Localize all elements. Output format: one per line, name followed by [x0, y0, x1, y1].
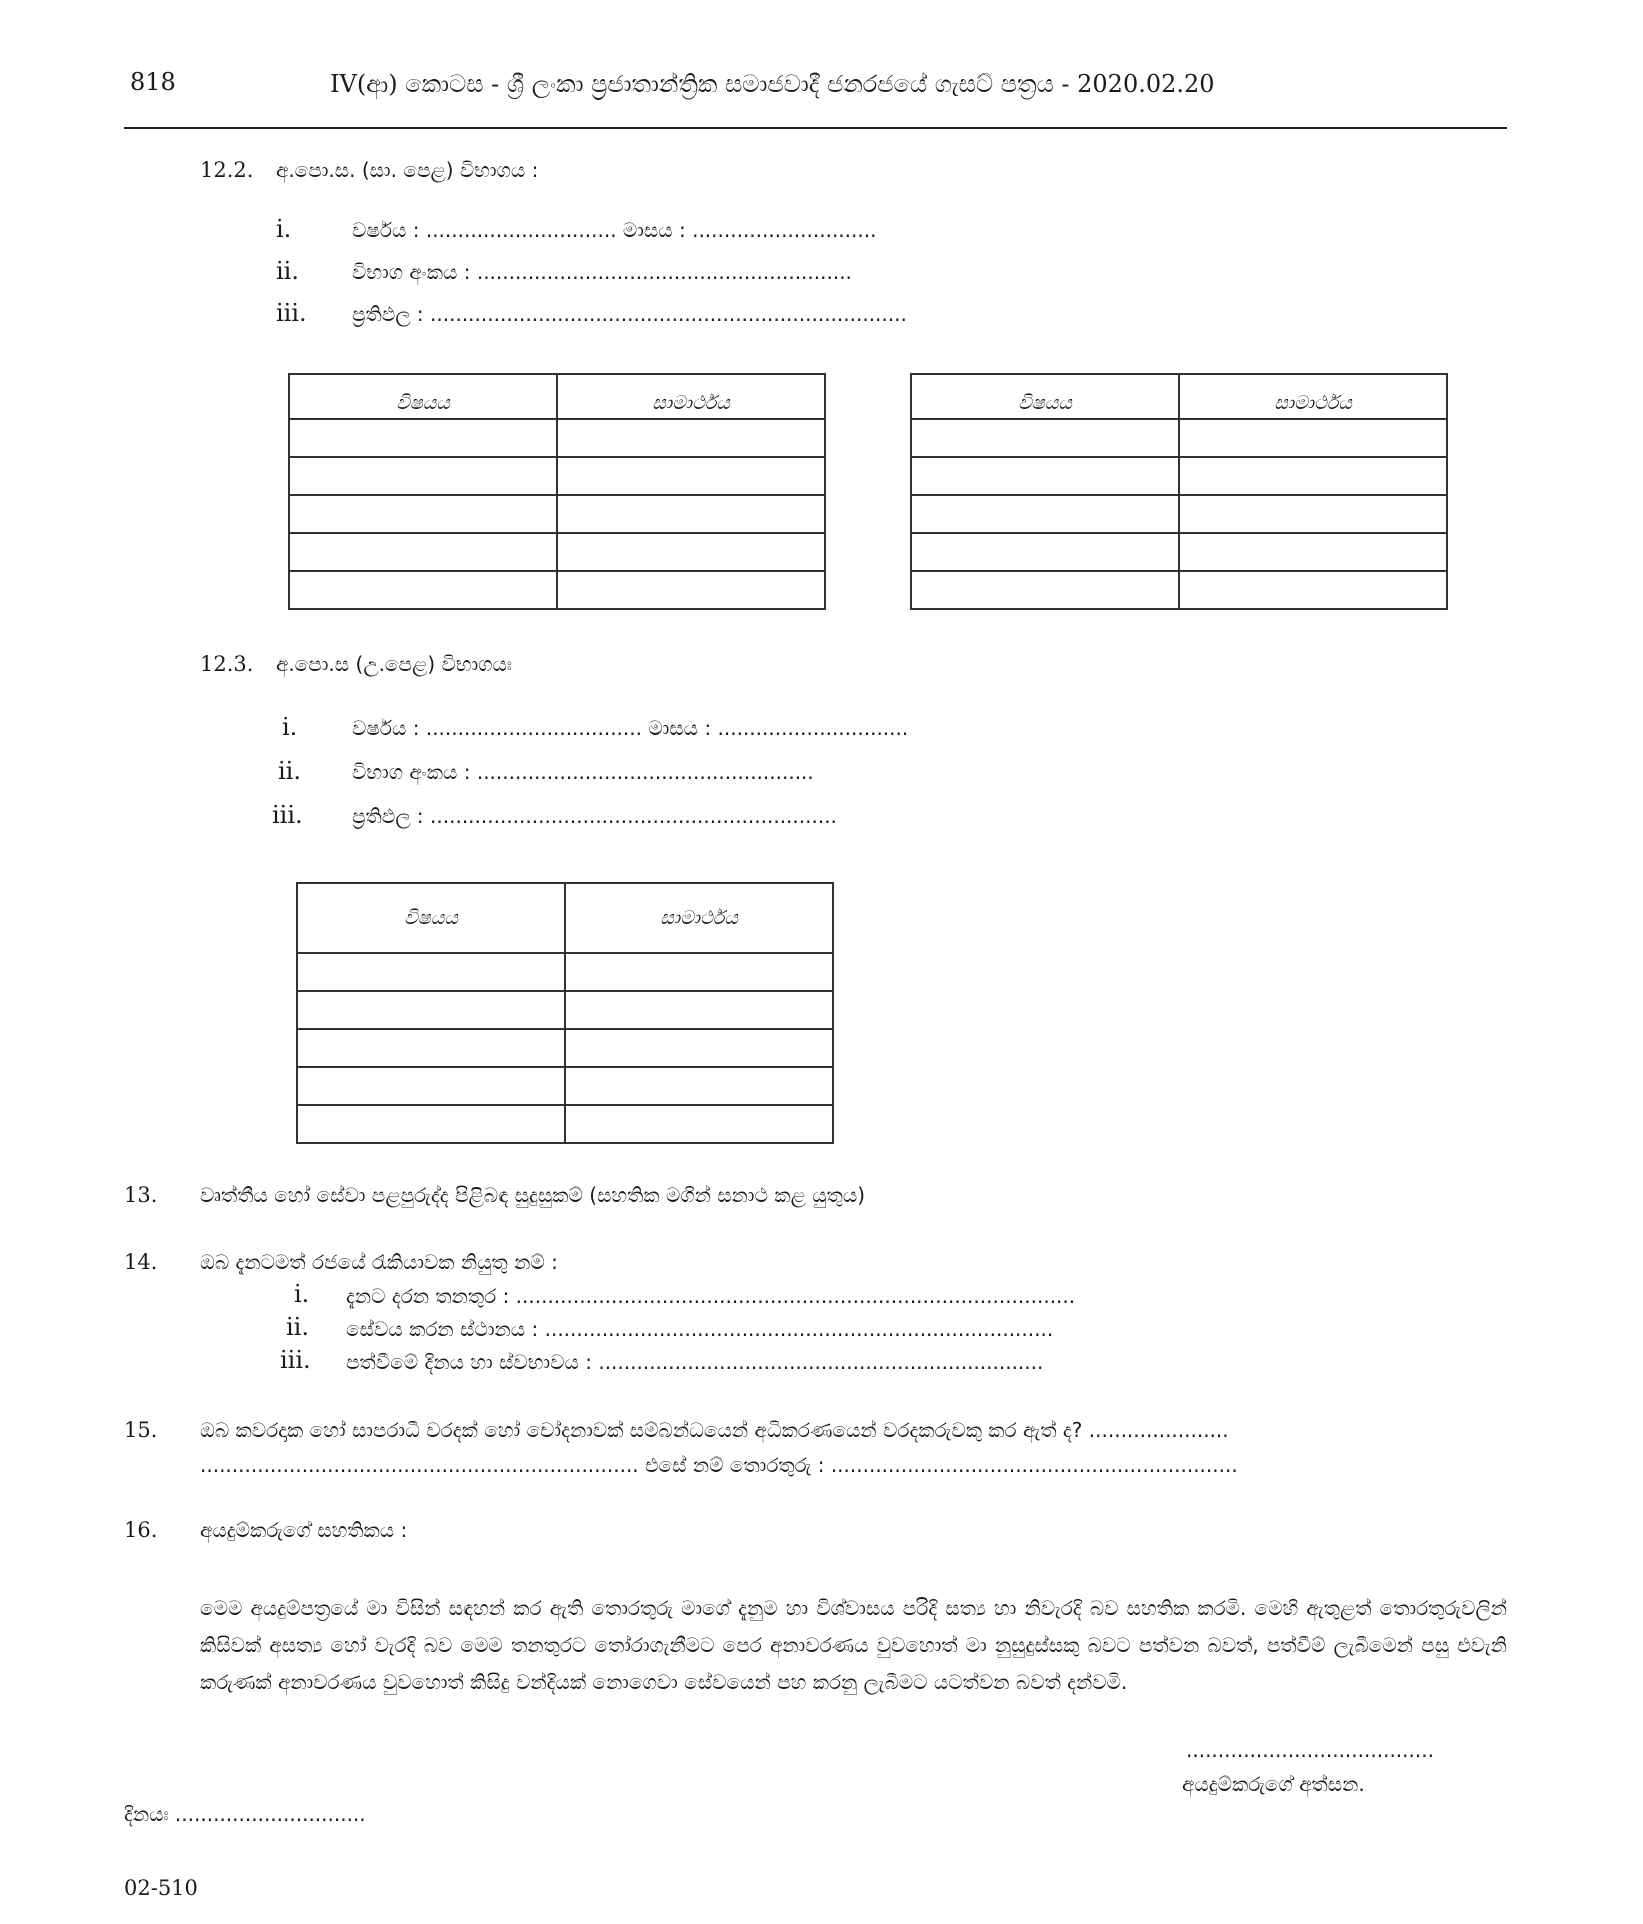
table-cell[interactable]: [1179, 457, 1447, 495]
table-cell[interactable]: [289, 495, 557, 533]
workplace-field: සේවය කරන ස්ථානය : ................................................................................: [346, 1317, 1054, 1341]
footer-code: 02-510: [124, 1876, 198, 1900]
item-number: iii.: [272, 801, 303, 829]
table-cell[interactable]: [297, 1029, 565, 1067]
applicant-declaration-paragraph: මෙම අයදුම්පත්‍රයේ මා විසින් සඳහන් කර ඇති තොරතුරු මාගේ දැනුම හා විශ්වාසය පරිදි සත්‍ය හා නිවැරදි බව සහතික කරමි. මෙහි ඇතුළත් තොරතුරුවලින් කිසිවක් අසත්‍ය හෝ වැරදි බව මෙම තනතුරට තෝරාගැනීමට පෙර අනාවරණය වුවහොත් මා නුසුදුස්සකු බවට පත්වන බවත්, පත්වීම් ලැබීමෙන් පසු එවැනි කරුණක් අනාවරණය වුවහොත් කිසිදු වන්දියක් නොගෙවා සේවයෙන් පහ කරනු ලැබීමට යටත්වන බවත් දන්වමි.: [200, 1596, 1507, 1694]
section-16-title: අයදුම්කරුගේ සහතිකය :: [200, 1518, 408, 1542]
pass-header: සාමාර්ථය: [1179, 374, 1447, 419]
table-cell[interactable]: [557, 495, 825, 533]
table-cell[interactable]: [1179, 571, 1447, 609]
table-cell[interactable]: [565, 953, 833, 991]
section-15-question: ඔබ කවරදාක හෝ සාපරාධී වරදක් හෝ චෝදනාවක් සම්බන්ධයෙන් අධිකරණයෙන් වරදකරුවකු කර ඇත් ද? ......................: [200, 1418, 1229, 1442]
section-12-2-number: 12.2.: [200, 158, 254, 182]
table-cell[interactable]: [1179, 495, 1447, 533]
ol-results-table-right: [910, 373, 1448, 610]
table-cell[interactable]: [297, 1067, 565, 1105]
table-cell[interactable]: [297, 953, 565, 991]
table-cell[interactable]: [557, 457, 825, 495]
table-cell[interactable]: [565, 1067, 833, 1105]
item-number: ii.: [276, 257, 299, 285]
table-cell[interactable]: [289, 571, 557, 609]
ol-results-table-left: [288, 373, 826, 610]
date-field: දිනයඃ ..............................: [124, 1802, 366, 1826]
item-number: iii.: [280, 1346, 311, 1374]
item-number: ii.: [278, 757, 301, 785]
table-cell[interactable]: [297, 1105, 565, 1143]
table-cell[interactable]: [289, 419, 557, 457]
item-number: i.: [276, 215, 292, 243]
table-cell[interactable]: [565, 1105, 833, 1143]
table-cell[interactable]: [911, 533, 1179, 571]
table-cell[interactable]: [911, 571, 1179, 609]
section-15-details: ..................................................................... එසේ නම් තොරතුරු : ................................................................: [200, 1453, 1238, 1477]
section-14-title: ඔබ දැනටමත් රජයේ රැකියාවක නියුතු නම් :: [200, 1250, 558, 1274]
al-results-table: [296, 882, 834, 1144]
page-number: 818: [130, 68, 176, 96]
table-cell[interactable]: [557, 419, 825, 457]
table-cell[interactable]: [557, 571, 825, 609]
results-field: ප්‍රතිඵල : ................................................................: [352, 804, 837, 828]
table-cell[interactable]: [565, 1029, 833, 1067]
subject-header: විෂයය: [289, 374, 557, 419]
year-month-field: වර්ෂය : .................................. මාසය : ..............................: [352, 716, 909, 740]
subject-header: විෂයය: [911, 374, 1179, 419]
table-cell[interactable]: [911, 419, 1179, 457]
table-cell[interactable]: [289, 533, 557, 571]
gazette-header-title: IV(ආ) කොටස - ශ්‍රී ලංකා ප්‍රජාතාන්ත්‍රික සමාජවාදී ජනරජයේ ගැසට් පත්‍රය - 2020.02.20: [330, 70, 1215, 98]
table-cell[interactable]: [911, 495, 1179, 533]
section-14-number: 14.: [124, 1250, 158, 1274]
section-16-number: 16.: [124, 1518, 158, 1542]
item-number: i.: [294, 1280, 310, 1308]
item-number: ii.: [286, 1313, 309, 1341]
section-13-number: 13.: [124, 1183, 158, 1207]
pass-header: සාමාර්ථය: [565, 883, 833, 953]
signature-label: අයදුම්කරුගේ අත්සන.: [1182, 1772, 1365, 1796]
subject-header: විෂයය: [297, 883, 565, 953]
section-13-text: වෘත්තීය හෝ සේවා පළපුරුද්ද පිළිබඳ සුදුසුකම් (සහතික මගින් සනාථ කළ යුතුය): [200, 1183, 866, 1207]
appointment-date-field: පත්වීමේ දිනය හා ස්වභාවය : ......................................................................: [346, 1350, 1044, 1374]
table-cell[interactable]: [1179, 533, 1447, 571]
current-post-field: දැනට දරන තනතුර : ........................................................................................: [346, 1284, 1076, 1308]
exam-number-field: විභාග අංකය : .....................................................: [352, 760, 814, 784]
table-cell[interactable]: [911, 457, 1179, 495]
section-15-number: 15.: [124, 1418, 158, 1442]
year-month-field: වර්ෂය : .............................. මාසය : .............................: [352, 218, 877, 242]
exam-number-field: විභාග අංකය : ...........................................................: [352, 260, 852, 284]
signature-line: .......................................: [1186, 1738, 1434, 1762]
table-cell[interactable]: [289, 457, 557, 495]
results-field: ප්‍රතිඵල : ...........................................................................: [352, 302, 907, 326]
section-12-2-title: අ.පො.ස. (සා. පෙළ) විභාගය :: [276, 158, 539, 182]
table-cell[interactable]: [565, 991, 833, 1029]
section-12-3-title: අ.පො.ස (උ.පෙළ) විභාගයඃ: [276, 652, 512, 676]
pass-header: සාමාර්ථය: [557, 374, 825, 419]
header-rule: [124, 127, 1507, 129]
table-cell[interactable]: [297, 991, 565, 1029]
table-cell[interactable]: [557, 533, 825, 571]
item-number: iii.: [276, 299, 307, 327]
table-cell[interactable]: [1179, 419, 1447, 457]
section-12-3-number: 12.3.: [200, 652, 254, 676]
item-number: i.: [282, 713, 298, 741]
